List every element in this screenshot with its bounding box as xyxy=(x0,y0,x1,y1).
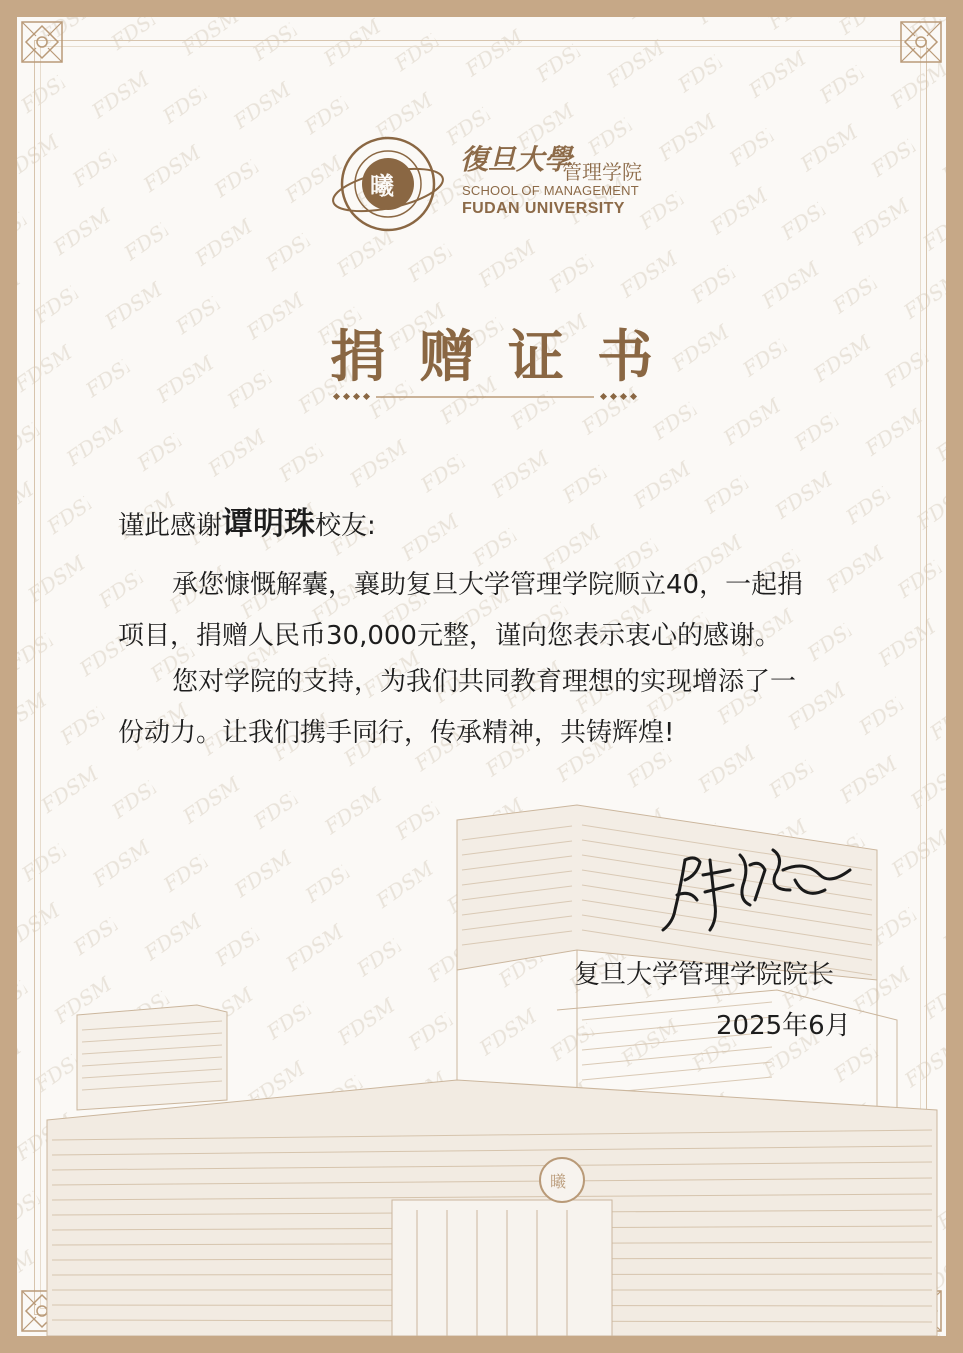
certificate-date: 2025年6月 xyxy=(716,1011,851,1041)
corner-ornament-top-right xyxy=(899,20,943,64)
school-seal-logo xyxy=(330,134,446,234)
recipient-name: 谭明珠 xyxy=(222,506,316,542)
paragraph2-line1: 您对学院的支持，为我们共同教育理想的实现增添了一 xyxy=(172,667,797,697)
greeting-suffix: 校友: xyxy=(315,511,376,541)
title-ornament xyxy=(330,386,640,406)
greeting-line xyxy=(118,498,376,543)
paragraph1-line2: 项目，捐赠人民币30,000元整，谨向您表示衷心的感谢。 xyxy=(118,621,781,651)
school-name-cn: 管理学院 xyxy=(562,160,642,184)
svg-text:曦: 曦 xyxy=(550,1172,567,1191)
certificate-title: 捐赠证书 xyxy=(330,324,686,390)
school-name-en: SCHOOL OF MANAGEMENT xyxy=(462,183,639,198)
school-wordmark xyxy=(460,138,650,228)
svg-text:曦: 曦 xyxy=(370,172,394,200)
university-name-en: FUDAN UNIVERSITY xyxy=(462,200,625,217)
signer-title: 复旦大学管理学院院长 xyxy=(574,960,835,990)
corner-ornament-top-left xyxy=(20,20,64,64)
paragraph1-line1: 承您慷慨解囊，襄助复旦大学管理学院顺立40，一起捐 xyxy=(172,570,804,600)
paragraph2-line2: 份动力。让我们携手同行，传承精神，共铸辉煌! xyxy=(118,718,675,748)
greeting-prefix: 谨此感谢 xyxy=(118,511,223,541)
dean-signature xyxy=(655,830,855,940)
university-name-cn: 復旦大學 xyxy=(460,143,573,176)
